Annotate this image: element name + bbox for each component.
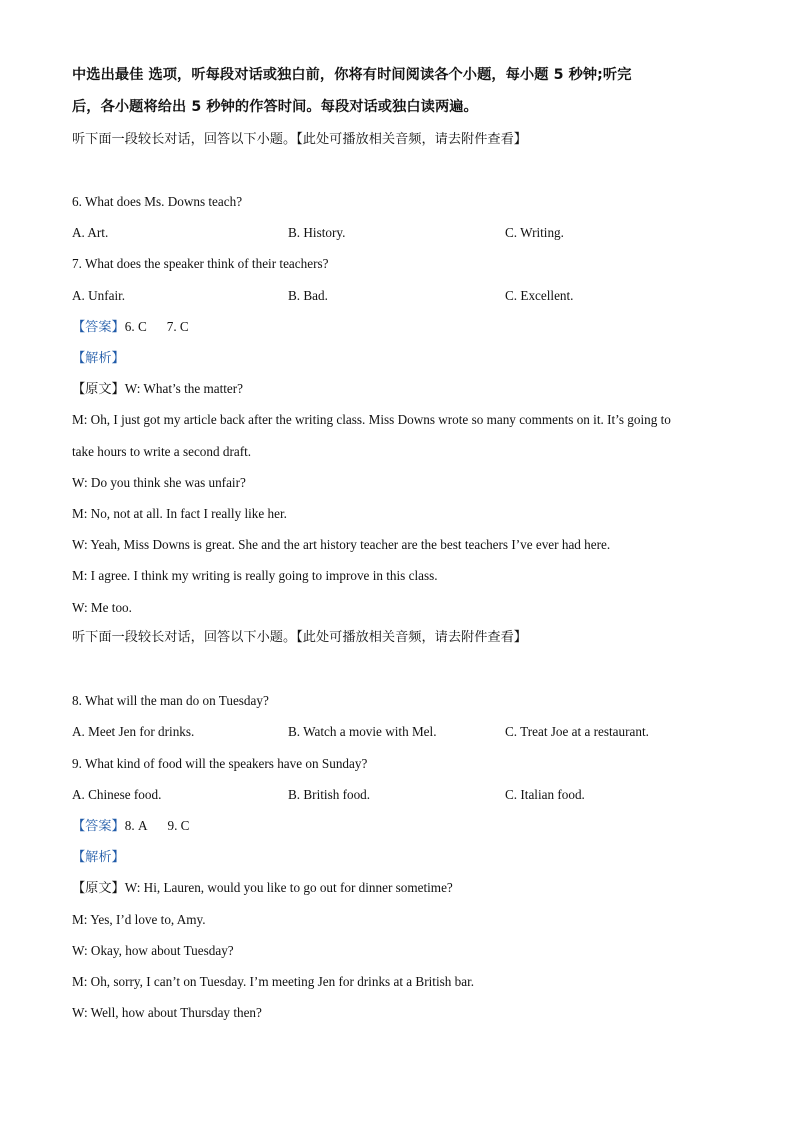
transcript-text: W: Hi, Lauren, would you like to go out for dinner sometime? — [124, 880, 453, 895]
answer-6: 6. C — [124, 319, 147, 334]
section-1-answer — [72, 320, 189, 334]
question-8-option-b: B. Watch a movie with Mel. — [288, 724, 437, 739]
question-6-option-a: A. Art. — [72, 225, 109, 240]
analysis-label: 【解析】 — [72, 850, 125, 865]
question-9-stem: 9. What kind of food will the speakers have on Sunday? — [72, 756, 368, 771]
transcript-text: W: What’s the matter? — [124, 381, 244, 396]
original-label: 【原文】 — [72, 881, 125, 896]
section-1-instruction: 听下面一段较长对话，回答以下小题。【此处可播放相关音频，请去附件查看】 — [72, 132, 527, 147]
question-7-options — [72, 289, 722, 305]
original-label: 【原文】 — [72, 382, 125, 397]
question-6-option-c: C. Writing. — [505, 225, 564, 240]
question-9-option-c: C. Italian food. — [505, 787, 585, 802]
section-1-analysis — [72, 351, 125, 365]
transcript-1-line-5: M: No, not at all. In fact I really like her. — [72, 506, 287, 521]
section-2-analysis — [72, 850, 125, 864]
transcript-2-line-2: M: Yes, I’d love to, Amy. — [72, 912, 206, 927]
transcript-1-line-2: M: Oh, I just got my article back after the writing class. Miss Downs wrote so many comments on it. It’s going to — [72, 412, 671, 427]
transcript-1-line-7: M: I agree. I think my writing is really going to improve in this class. — [72, 568, 438, 583]
transcript-2-line-5: W: Well, how about Thursday then? — [72, 1005, 262, 1020]
answer-7: 7. C — [166, 319, 189, 334]
question-8-options — [72, 725, 722, 741]
transcript-1-line-3: take hours to write a second draft. — [72, 444, 252, 459]
question-6-option-b: B. History. — [288, 225, 346, 240]
question-6-options — [72, 226, 722, 242]
question-7-stem: 7. What does the speaker think of their teachers? — [72, 256, 329, 271]
transcript-2-line-4: M: Oh, sorry, I can’t on Tuesday. I’m meeting Jen for drinks at a British bar. — [72, 974, 475, 989]
question-7-option-b: B. Bad. — [288, 288, 328, 303]
question-7-option-a: A. Unfair. — [72, 288, 126, 303]
answer-9: 9. C — [167, 818, 190, 833]
intro-line-1: 中选出最佳 选项，听每段对话或独白前，你将有时间阅读各个小题，每小题 5 秒钟;听完 — [72, 67, 632, 83]
section-2-instruction: 听下面一段较长对话，回答以下小题。【此处可播放相关音频，请去附件查看】 — [72, 630, 527, 645]
transcript-1-line-1 — [72, 382, 243, 396]
intro-line-2: 后，各小题将给出 5 秒钟的作答时间。每段对话或独白读两遍。 — [72, 99, 478, 115]
transcript-1-line-4: W: Do you think she was unfair? — [72, 475, 246, 490]
transcript-1-line-8: W: Me too. — [72, 600, 132, 615]
question-8-option-a: A. Meet Jen for drinks. — [72, 724, 195, 739]
question-9-options — [72, 788, 722, 804]
analysis-label: 【解析】 — [72, 351, 125, 366]
question-6-stem: 6. What does Ms. Downs teach? — [72, 194, 243, 209]
transcript-2-line-1 — [72, 881, 453, 895]
question-8-stem: 8. What will the man do on Tuesday? — [72, 693, 269, 708]
transcript-2-line-3: W: Okay, how about Tuesday? — [72, 943, 234, 958]
transcript-1-line-6: W: Yeah, Miss Downs is great. She and the art history teacher are the best teachers I’ve ever had here. — [72, 537, 611, 552]
question-9-option-a: A. Chinese food. — [72, 787, 162, 802]
answer-8: 8. A — [124, 818, 148, 833]
question-9-option-b: B. British food. — [288, 787, 371, 802]
question-7-option-c: C. Excellent. — [505, 288, 574, 303]
answer-label: 【答案】 — [72, 819, 125, 834]
question-8-option-c: C. Treat Joe at a restaurant. — [505, 724, 649, 739]
answer-label: 【答案】 — [72, 320, 125, 335]
section-2-answer — [72, 819, 189, 833]
